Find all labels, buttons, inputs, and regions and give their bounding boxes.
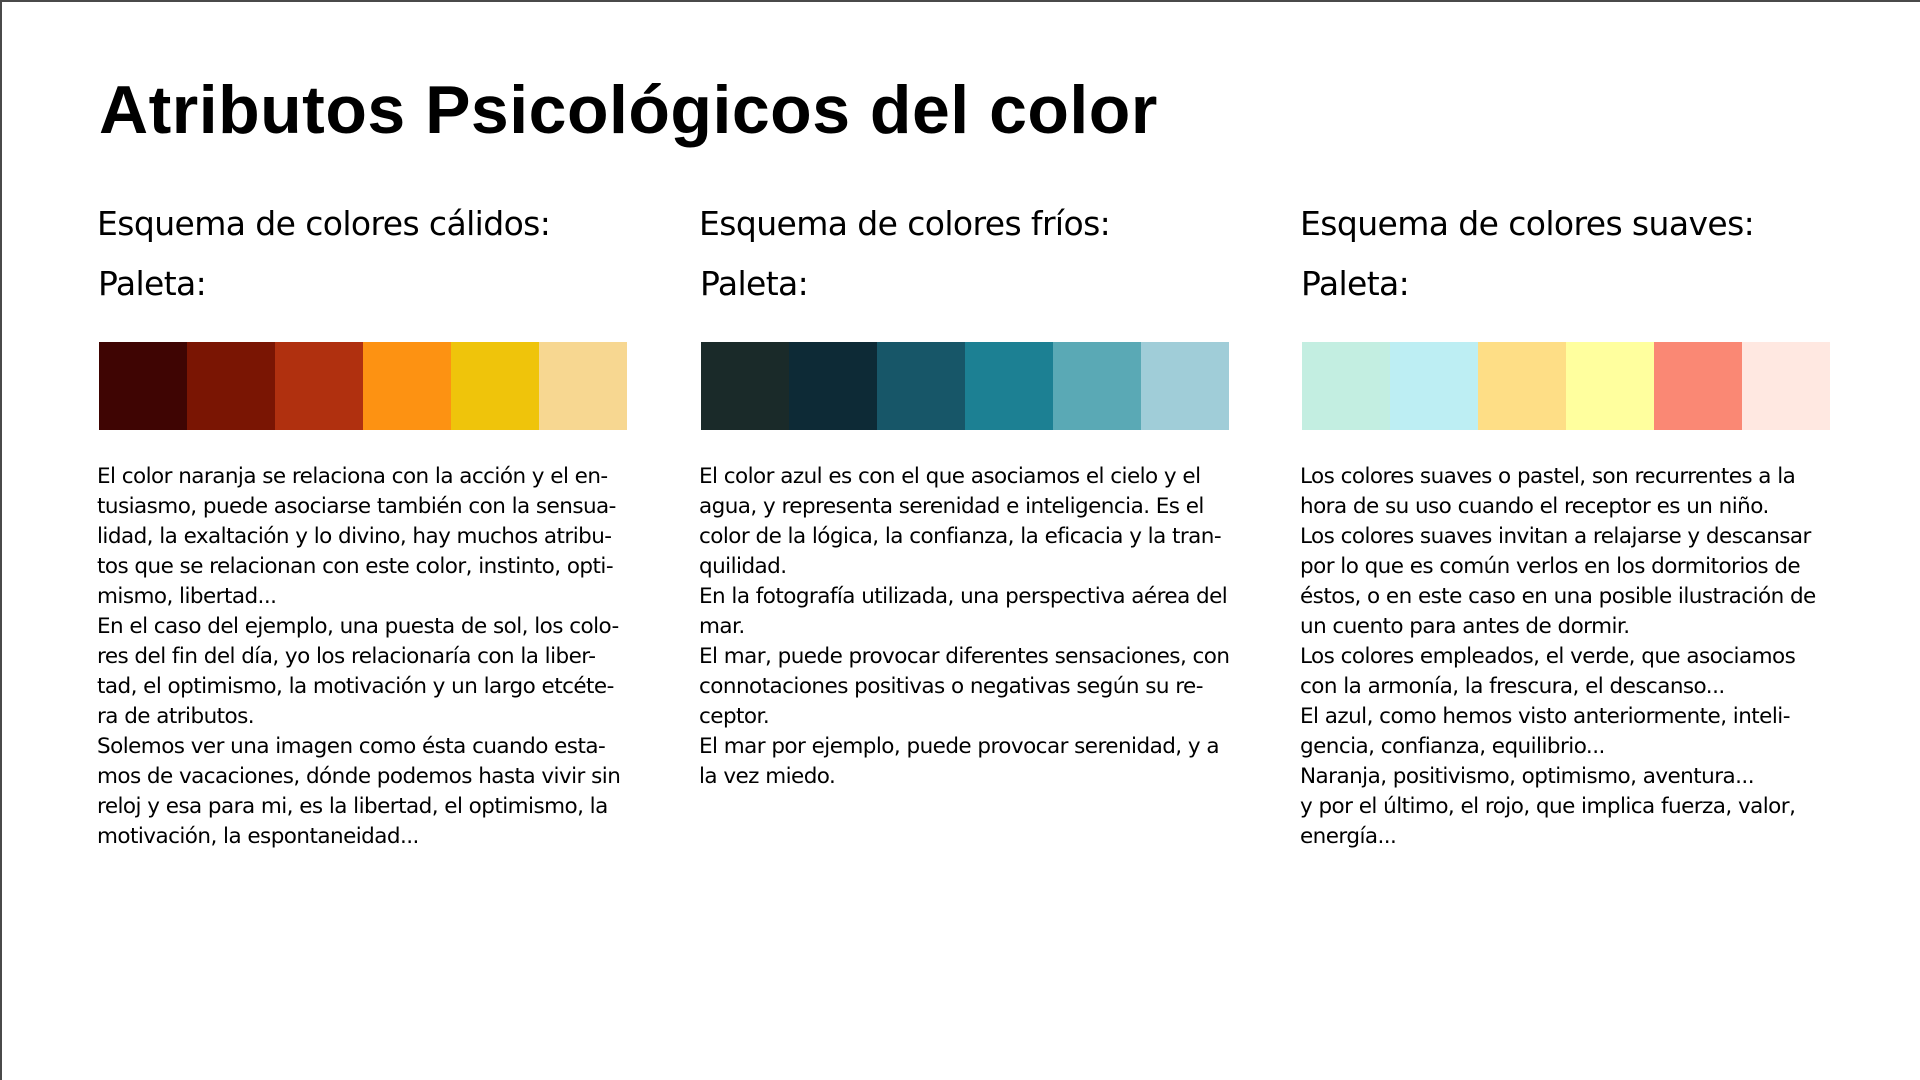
cool-description <box>699 462 1244 792</box>
color-swatch <box>275 342 363 430</box>
text-line: mismo, libertad... <box>97 584 277 609</box>
warm-palette <box>99 342 627 430</box>
text-line: Naranja, positivismo, optimismo, aventura... <box>1300 764 1754 789</box>
scheme-heading: Esquema de colores fríos: <box>699 204 1111 243</box>
text-line: mar. <box>699 614 745 639</box>
color-swatch <box>1390 342 1478 430</box>
color-swatch <box>789 342 877 430</box>
text-line: quilidad. <box>699 554 787 579</box>
text-line: reloj y esa para mi, es la libertad, el optimismo, la <box>97 794 608 819</box>
color-swatch <box>187 342 275 430</box>
text-line: En el caso del ejemplo, una puesta de sol, los colo- <box>97 614 619 639</box>
scheme-heading: Esquema de colores cálidos: <box>97 204 551 243</box>
text-line: y por el último, el rojo, que implica fuerza, valor, <box>1300 794 1796 819</box>
text-line: El mar por ejemplo, puede provocar serenidad, y a <box>699 734 1219 759</box>
color-swatch <box>363 342 451 430</box>
text-line: ceptor. <box>699 704 770 729</box>
color-swatch <box>965 342 1053 430</box>
text-line: connotaciones positivas o negativas según su re- <box>699 674 1203 699</box>
color-swatch <box>1053 342 1141 430</box>
text-line: ra de atributos. <box>97 704 255 729</box>
color-swatch <box>451 342 539 430</box>
warm-description <box>97 462 642 852</box>
text-line: color de la lógica, la confianza, la eficacia y la tran- <box>699 524 1222 549</box>
scheme-heading: Esquema de colores suaves: <box>1300 204 1755 243</box>
text-line: un cuento para antes de dormir. <box>1300 614 1630 639</box>
text-line: tusiasmo, puede asociarse también con la sensua- <box>97 494 616 519</box>
text-line: hora de su uso cuando el receptor es un niño. <box>1300 494 1769 519</box>
text-line: El azul, como hemos visto anteriormente, inteli- <box>1300 704 1790 729</box>
color-swatch <box>1654 342 1742 430</box>
text-line: agua, y representa serenidad e inteligencia. Es el <box>699 494 1204 519</box>
color-swatch <box>1566 342 1654 430</box>
color-swatch <box>877 342 965 430</box>
text-line: El color naranja se relaciona con la acción y el en- <box>97 464 608 489</box>
text-line: motivación, la espontaneidad... <box>97 824 419 849</box>
color-swatch <box>1478 342 1566 430</box>
text-line: res del fin del día, yo los relacionaría con la liber- <box>97 644 596 669</box>
color-swatch <box>1302 342 1390 430</box>
text-line: gencia, confianza, equilibrio... <box>1300 734 1605 759</box>
soft-palette <box>1302 342 1830 430</box>
color-swatch <box>1742 342 1830 430</box>
text-line: lidad, la exaltación y lo divino, hay muchos atribu- <box>97 524 612 549</box>
text-line: Los colores empleados, el verde, que asociamos <box>1300 644 1796 669</box>
color-swatch <box>1141 342 1229 430</box>
text-line: El color azul es con el que asociamos el cielo y el <box>699 464 1201 489</box>
text-line: por lo que es común verlos en los dormitorios de <box>1300 554 1801 579</box>
cool-palette <box>701 342 1229 430</box>
palette-label: Paleta: <box>98 264 207 303</box>
soft-description <box>1300 462 1845 852</box>
color-swatch <box>701 342 789 430</box>
palette-label: Paleta: <box>1301 264 1410 303</box>
page-title: Atributos Psicológicos del color <box>99 72 1158 148</box>
text-line: En la fotografía utilizada, una perspectiva aérea del <box>699 584 1228 609</box>
text-line: mos de vacaciones, dónde podemos hasta vivir sin <box>97 764 621 789</box>
text-line: El mar, puede provocar diferentes sensaciones, con <box>699 644 1230 669</box>
text-line: energía... <box>1300 824 1397 849</box>
palette-label: Paleta: <box>700 264 809 303</box>
text-line: la vez miedo. <box>699 764 836 789</box>
text-line: Los colores suaves invitan a relajarse y descansar <box>1300 524 1811 549</box>
text-line: con la armonía, la frescura, el descanso... <box>1300 674 1725 699</box>
text-line: éstos, o en este caso en una posible ilustración de <box>1300 584 1816 609</box>
text-line: tos que se relacionan con este color, instinto, opti- <box>97 554 614 579</box>
text-line: tad, el optimismo, la motivación y un largo etcéte- <box>97 674 614 699</box>
color-swatch <box>99 342 187 430</box>
text-line: Solemos ver una imagen como ésta cuando esta- <box>97 734 606 759</box>
text-line: Los colores suaves o pastel, son recurrentes a la <box>1300 464 1796 489</box>
color-swatch <box>539 342 627 430</box>
